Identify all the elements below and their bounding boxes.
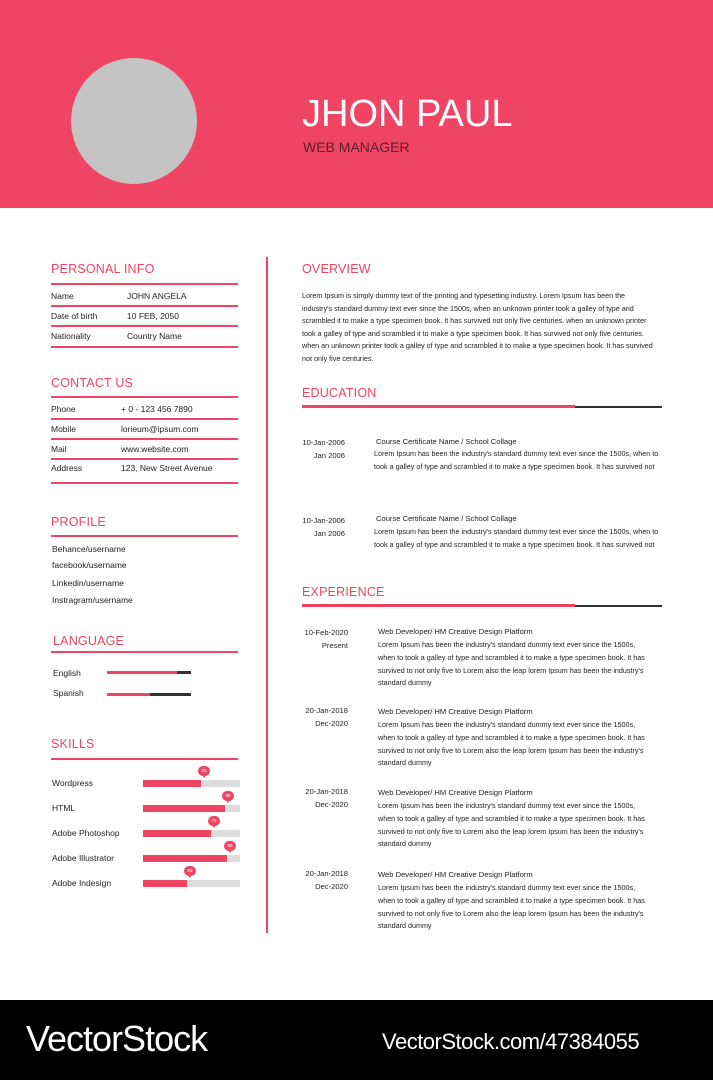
language-level-bar <box>107 693 191 696</box>
experience-start-date: 20-Jan-2018 <box>305 869 348 878</box>
text-line: standard dummy <box>378 678 432 688</box>
text-line: when to took a galley of type and scrambled it to make a type specimen book. It has <box>378 652 645 662</box>
experience-end-date: Dec-2020 <box>315 719 348 728</box>
text-line: survived to not only five to Lorem also the leap lorem Ipsum has been the industry's <box>378 908 644 918</box>
skill-level-pin: 75 <box>208 816 220 826</box>
education-heading: EDUCATION <box>302 386 377 400</box>
text-line: survived to not only five to Lorem also the leap lorem Ipsum has been the industry's <box>378 745 644 755</box>
row-divider <box>51 418 238 420</box>
row-divider <box>51 325 238 327</box>
experience-end-date: Dec-2020 <box>315 800 348 809</box>
experience-start-date: 20-Jan-2018 <box>305 787 348 796</box>
personal-info-value: JOHN ANGELA <box>127 291 187 301</box>
experience-title: Web Developer/ HM Creative Design Platform <box>378 788 533 797</box>
experience-end-date: Dec-2020 <box>315 882 348 891</box>
overview-heading: OVERVIEW <box>302 262 371 276</box>
text-line: standard dummy <box>378 839 432 849</box>
language-level-bar <box>107 671 191 674</box>
experience-description <box>378 719 678 770</box>
person-name: JHON PAUL <box>302 93 513 135</box>
column-divider <box>266 257 268 933</box>
text-line: Lorem Ipsum is simply dummy text of the printing and typesetting industry. Lorem Ipsum has been the <box>302 291 626 300</box>
personal-info-value: Country Name <box>127 331 182 341</box>
row-divider <box>51 458 238 460</box>
contact-phone: + 0 - 123 456 7890 <box>121 404 193 414</box>
text-line: Lorem Ipsum has been the industry's standard dummy text ever since the 1500s, <box>378 720 636 729</box>
contact-mail: www.website.com <box>121 444 189 454</box>
text-line: took a galley of type and scrambled it to make a type specimen book. It has survived not <box>374 461 655 471</box>
skill-level-pin: 90 <box>224 841 236 851</box>
row-divider <box>51 346 238 348</box>
overview-text <box>302 290 672 365</box>
skill-bar-fill <box>143 830 211 837</box>
education-title: Course Certificate Name / School Collage <box>376 514 517 523</box>
experience-start-date: 10-Feb-2020 <box>304 628 348 637</box>
skill-bar-fill <box>143 780 201 787</box>
contact-label: Address <box>51 463 83 473</box>
experience-heading: EXPERIENCE <box>302 585 385 599</box>
skill-bar <box>143 818 240 837</box>
skill-bar <box>143 868 240 887</box>
text-line: Lorem Ipsum has been the industry's standard dummy text ever since the 1500s, when to <box>374 527 659 536</box>
text-line: took a galley of type and scrambled it to make a type specimen book. It has survived not only five centuries. <box>302 328 644 338</box>
skill-name: Adobe Indesign <box>52 878 112 888</box>
skill-bar <box>143 768 240 787</box>
language-level-fill <box>107 671 177 674</box>
experience-title: Web Developer/ HM Creative Design Platform <box>378 870 533 879</box>
contact-label: Mobile <box>51 424 77 434</box>
text-line: took a galley of type and scrambled it to make a type specimen book. It has survived not <box>374 539 655 549</box>
contact-label: Phone <box>51 404 76 414</box>
education-title: Course Certificate Name / School Collage <box>376 437 517 446</box>
watermark-brand: VectorStock <box>26 1018 208 1059</box>
experience-start-date: 20-Jan-2018 <box>305 706 348 715</box>
skill-bar-fill <box>143 805 225 812</box>
text-line: Lorem Ipsum has been the industry's standard dummy text ever since the 1500s, when to <box>374 449 659 458</box>
text-line: Lorem Ipsum has been the industry's standard dummy text ever since the 1500s, <box>378 640 636 649</box>
skill-level-pin: 55 <box>184 866 196 876</box>
skill-name: Adobe Illustrator <box>52 853 114 863</box>
text-line: industry's standard dummy text ever since the 1500s, when an unknown printer took a galley of type and <box>302 303 634 313</box>
text-line: when an unknown printer took a galley of type and scrambled it to make a type specimen book. It has survived <box>302 341 653 350</box>
text-line: standard dummy <box>378 758 432 768</box>
experience-underline-rest <box>575 605 662 607</box>
row-divider <box>51 305 238 307</box>
skill-level-pin: 85 <box>222 791 234 801</box>
education-end-date: Jan 2006 <box>313 529 345 538</box>
contact-heading: CONTACT US <box>51 376 134 390</box>
education-description <box>374 448 674 473</box>
contact-label: Mail <box>51 444 67 454</box>
personal-info-value: 10 FEB, 2050 <box>127 311 179 321</box>
skills-underline <box>51 758 238 760</box>
text-line: Lorem Ipsum has been the industry's standard dummy text ever since the 1500s, <box>378 883 636 892</box>
education-description <box>374 526 674 551</box>
skill-bar <box>143 793 240 812</box>
profile-linkedin: Linkedin/username <box>52 578 124 588</box>
contact-underline <box>51 396 238 398</box>
personal-info-underline <box>51 283 238 285</box>
profile-underline <box>51 535 238 537</box>
experience-title: Web Developer/ HM Creative Design Platform <box>378 627 533 636</box>
language-name: Spanish <box>53 688 84 698</box>
experience-title: Web Developer/ HM Creative Design Platform <box>378 707 533 716</box>
text-line: survived to not only five to Lorem also the leap lorem Ipsum has been the industry's <box>378 665 644 675</box>
education-start-date: 10-Jan-2006 <box>302 438 345 447</box>
skills-heading: SKILLS <box>51 737 95 751</box>
row-divider <box>51 482 238 484</box>
skill-bar-fill <box>143 855 227 862</box>
education-end-date: Jan 2006 <box>313 451 345 460</box>
skill-name: Adobe Photoshop <box>52 828 120 838</box>
person-role: WEB MANAGER <box>303 139 410 155</box>
experience-description <box>378 800 678 851</box>
education-underline-accent <box>302 405 575 408</box>
skill-name: HTML <box>52 803 76 813</box>
personal-info-label: Name <box>51 291 74 301</box>
skill-level-pin: 65 <box>198 766 210 776</box>
text-line: when to took a galley of type and scrambled it to make a type specimen book. It has <box>378 895 645 905</box>
personal-info-label: Date of birth <box>51 311 98 321</box>
personal-info-label: Nationality <box>51 331 91 341</box>
education-underline-rest <box>575 406 662 408</box>
skill-name: Wordpress <box>52 778 93 788</box>
text-line: scrambled it to make a type specimen book. It has survived not only five centuries. when an unknown printer <box>302 316 647 325</box>
profile-facebook: facebook/username <box>52 560 127 570</box>
language-name: English <box>53 668 81 678</box>
profile-instagram: Instragram/username <box>52 595 133 605</box>
contact-mobile: lorieum@ipsum.com <box>121 424 199 434</box>
text-line: standard dummy <box>378 921 432 931</box>
language-level-fill <box>107 693 150 696</box>
skill-bar-fill <box>143 880 187 887</box>
profile-photo-placeholder <box>71 58 197 184</box>
experience-description <box>378 639 678 690</box>
language-heading: LANGUAGE <box>53 634 125 648</box>
text-line: Lorem Ipsum has been the industry's standard dummy text ever since the 1500s, <box>378 801 636 810</box>
personal-info-heading: PERSONAL INFO <box>51 262 155 276</box>
watermark-image-id: VectorStock.com/47384055 <box>382 1029 640 1054</box>
text-line: when to took a galley of type and scrambled it to make a type specimen book. It has <box>378 813 645 823</box>
contact-address: 123, New Street Avenue <box>121 463 213 473</box>
skill-bar <box>143 843 240 862</box>
text-line: when to took a galley of type and scrambled it to make a type specimen book. It has <box>378 732 645 742</box>
language-underline <box>51 651 238 653</box>
experience-underline-accent <box>302 604 575 607</box>
text-line: not only five centuries. <box>302 353 374 363</box>
text-line: survived to not only five to Lorem also the leap lorem Ipsum has been the industry's <box>378 826 644 836</box>
row-divider <box>51 438 238 440</box>
experience-end-date: Present <box>321 641 348 650</box>
profile-behance: Behance/username <box>52 544 126 554</box>
education-start-date: 10-Jan-2006 <box>302 516 345 525</box>
experience-description <box>378 882 678 933</box>
profile-heading: PROFILE <box>51 515 106 529</box>
